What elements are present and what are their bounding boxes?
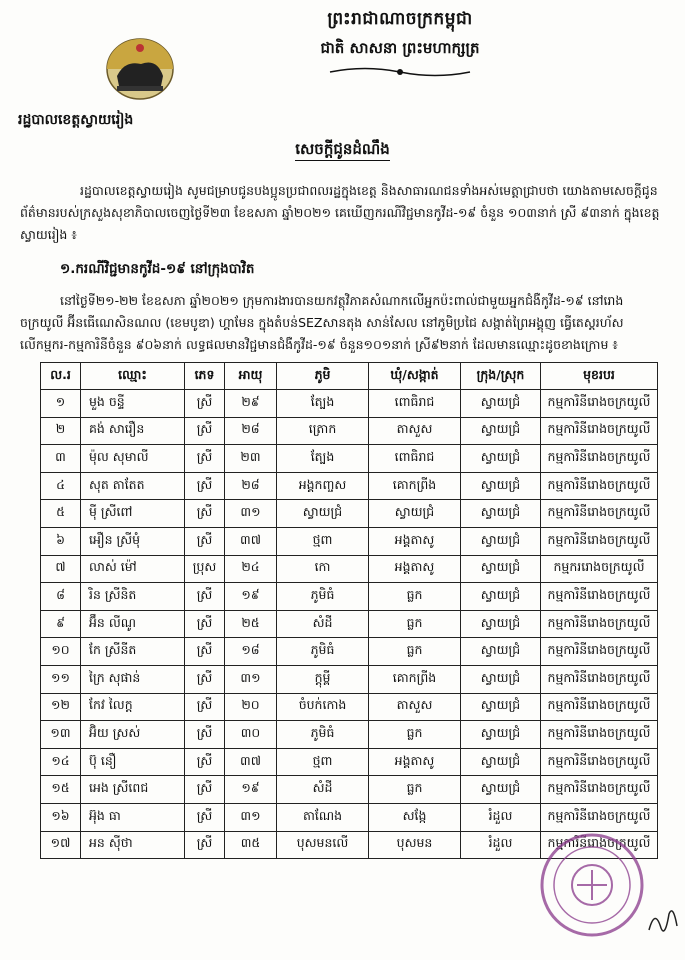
cell-occupation: កម្មការិនីរោងចក្រយូលី xyxy=(541,776,658,804)
cell-commune: បុសមន xyxy=(369,831,461,859)
table-row xyxy=(41,555,658,583)
provincial-emblem-icon xyxy=(103,36,177,102)
cell-occupation: កម្មការិនីរោងចក្រយូលី xyxy=(541,500,658,528)
cell-district: ស្វាយជ្រំ xyxy=(461,610,541,638)
header-district: ក្រុង/ស្រុក xyxy=(461,363,541,390)
cell-commune: អង្គតាសូ xyxy=(369,555,461,583)
cell-age: ១៨ xyxy=(225,638,277,666)
cell-age: ១៩ xyxy=(225,583,277,611)
cell-district: ស្វាយជ្រំ xyxy=(461,527,541,555)
cell-age: ២៨ xyxy=(225,472,277,500)
cell-sex: ស្រី xyxy=(185,665,225,693)
cell-name: គង់ សារឿន xyxy=(81,417,185,445)
cell-commune: អង្គតាសូ xyxy=(369,527,461,555)
cell-district: រំដួល xyxy=(461,831,541,859)
cell-age: ៣៥ xyxy=(225,831,277,859)
kingdom-title: ព្រះរាជាណាចក្រកម្ពុជា xyxy=(327,9,473,29)
cell-no: ៤ xyxy=(41,472,81,500)
section-paragraph: នៅថ្ងៃទី២១-២២ ខែឧសភា ឆ្នាំ២០២១ ក្រុមការងារបានយកវត្ថុវិភាគសំណាកលើអ្នកប៉ះពាល់ជាមួយអ្នកជំងឺកូវីដ-១៩ នៅរោងចក្រយូលី អ៊ីនធើណេសិនណល (ខេមបូឌា) ហ្គាមែន ក្នុងតំបន់SEZសានតុង សាន់សែល នៅភូមិប្រជៃ សង្កាត់ព្រៃអង្គុញ ធ្វើតេស្តរហ័សលើកម្មករ-កម្មការិនីចំនួន ៩០៦នាក់ លទ្ធផលមានវិជ្ជមានជំងឺកូវីដ-១៩ ចំនួន១០១នាក់ ស្រី៩២នាក់ ដែលមានឈ្មោះដូចខាងក្រោម ៖ xyxy=(20,293,624,352)
cell-village: ភូមិធំ xyxy=(277,638,369,666)
cell-name: លាស់ ម៉ៅ xyxy=(81,555,185,583)
cell-village: ស្វាយជ្រំ xyxy=(277,500,369,528)
header-age: អាយុ xyxy=(225,363,277,390)
cell-district: ស្វាយជ្រំ xyxy=(461,417,541,445)
cell-commune: ធ្លក xyxy=(369,721,461,749)
table-row xyxy=(41,472,658,500)
cell-village: ថ្មពា xyxy=(277,527,369,555)
cell-commune: ពោធិរាជ xyxy=(369,445,461,473)
document-title: សេចក្ដីជូនដំណឹង xyxy=(0,140,685,162)
cell-occupation: កម្មការិនីរោងចក្រយូលី xyxy=(541,638,658,666)
intro-paragraph: រដ្ឋបាលខេត្តស្វាយរៀង សូមជម្រាបជូនបងប្អូនប្រជាពលរដ្ឋក្នុងខេត្ត និងសាធារណជនទាំងអស់មេត្តាជ្រាបថា យោងតាមសេចក្ដីជូនព័ត៌មានរបស់ក្រសួងសុខាភិបាលចេញថ្ងៃទី២៣ ខែឧសភា ឆ្នាំ២០២១ គេឃើញករណីវិជ្ជមានកូវីដ-១៩ ចំនួន ១០៣នាក់ ស្រី ៩៣នាក់ ក្នុងខេត្តស្វាយរៀង ៖ xyxy=(20,183,660,242)
header xyxy=(200,8,600,83)
cell-commune: ធ្លក xyxy=(369,583,461,611)
cell-occupation: កម្មការិនីរោងចក្រយូលី xyxy=(541,665,658,693)
cell-no: ១៦ xyxy=(41,803,81,831)
header-occupation: មុខរបរ xyxy=(541,363,658,390)
cell-village: ភូមិធំ xyxy=(277,721,369,749)
section-heading: ១.ករណីវិជ្ជមានកូវីដ-១៩ នៅក្រុងបាវិត xyxy=(60,261,255,277)
cell-village: ត្បែង xyxy=(277,445,369,473)
cases-table xyxy=(40,362,658,859)
cell-name: កែ ស្រីនីត xyxy=(81,638,185,666)
cell-age: ២៨ xyxy=(225,417,277,445)
table-row xyxy=(41,665,658,693)
cell-district: ស្វាយជ្រំ xyxy=(461,638,541,666)
cell-village: ភូមិធំ xyxy=(277,583,369,611)
ornament-divider-icon xyxy=(325,65,475,79)
cell-occupation: កម្មការិនីរោងចក្រយូលី xyxy=(541,693,658,721)
cell-occupation: កម្មការិនីរោងចក្រយូលី xyxy=(541,472,658,500)
cell-name: អន ស៊ីថា xyxy=(81,831,185,859)
cell-commune: ធ្លក xyxy=(369,610,461,638)
cell-district: ស្វាយជ្រំ xyxy=(461,472,541,500)
cell-name: ក្រៃ សុផាន់ xyxy=(81,665,185,693)
cell-commune: ធ្លក xyxy=(369,638,461,666)
cell-name: រិន ស្រីនិត xyxy=(81,583,185,611)
table-row xyxy=(41,583,658,611)
cell-sex: ស្រី xyxy=(185,803,225,831)
header-sex: ភេទ xyxy=(185,363,225,390)
table-row xyxy=(41,500,658,528)
cell-sex: ស្រី xyxy=(185,693,225,721)
cell-sex: ស្រី xyxy=(185,417,225,445)
cell-district: ស្វាយជ្រំ xyxy=(461,500,541,528)
cell-no: ៣ xyxy=(41,445,81,473)
cell-district: ស្វាយជ្រំ xyxy=(461,555,541,583)
cell-age: ២៥ xyxy=(225,610,277,638)
cell-age: ៣១ xyxy=(225,803,277,831)
table-row xyxy=(41,776,658,804)
cell-no: ១ xyxy=(41,390,81,418)
cell-no: ៩ xyxy=(41,610,81,638)
cell-occupation: កម្មការិនីរោងចក្រយូលី xyxy=(541,803,658,831)
cell-age: ២៣ xyxy=(225,445,277,473)
cell-no: ១៥ xyxy=(41,776,81,804)
cell-age: ៣០ xyxy=(225,721,277,749)
official-stamp-icon xyxy=(537,830,647,940)
cell-occupation: កម្មការិនីរោងចក្រយូលី xyxy=(541,445,658,473)
header-no: ល.រ xyxy=(41,363,81,390)
cell-no: ៨ xyxy=(41,583,81,611)
cell-age: ២៩ xyxy=(225,390,277,418)
cell-no: ៧ xyxy=(41,555,81,583)
cell-sex: ស្រី xyxy=(185,776,225,804)
cell-sex: ស្រី xyxy=(185,445,225,473)
cell-village: សំដី xyxy=(277,610,369,638)
cell-name: សុត តាតែត xyxy=(81,472,185,500)
cell-name: អ៊ឹន លីណូ xyxy=(81,610,185,638)
cell-occupation: កម្មការិនីរោងចក្រយូលី xyxy=(541,721,658,749)
cell-village: សំដី xyxy=(277,776,369,804)
table-row xyxy=(41,390,658,418)
cell-commune: ស្វាយជ្រំ xyxy=(369,500,461,528)
cell-district: ស្វាយជ្រំ xyxy=(461,748,541,776)
cell-district: ស្វាយជ្រំ xyxy=(461,445,541,473)
table-row xyxy=(41,721,658,749)
cell-occupation: កម្មការិនីរោងចក្រយូលី xyxy=(541,610,658,638)
cell-village: ចំបក់កោង xyxy=(277,693,369,721)
cell-village: អង្គកញ្ចស xyxy=(277,472,369,500)
cell-age: ១៩ xyxy=(225,776,277,804)
cell-no: ១៣ xyxy=(41,721,81,749)
cell-sex: ស្រី xyxy=(185,527,225,555)
cell-village: តាណែង xyxy=(277,803,369,831)
table-row xyxy=(41,527,658,555)
cell-name: អេង ស្រីពេជ xyxy=(81,776,185,804)
cell-village: ត្បែង xyxy=(277,390,369,418)
cell-village: ក្ដុម្ពី xyxy=(277,665,369,693)
cell-age: ២៤ xyxy=(225,555,277,583)
cell-no: ១៧ xyxy=(41,831,81,859)
cell-district: ស្វាយជ្រំ xyxy=(461,390,541,418)
cell-sex: ស្រី xyxy=(185,583,225,611)
cell-sex: ស្រី xyxy=(185,472,225,500)
cell-sex: ស្រី xyxy=(185,610,225,638)
cell-no: ៥ xyxy=(41,500,81,528)
cell-occupation: កម្មការិនីរោងចក្រយូលី xyxy=(541,390,658,418)
cell-no: ១១ xyxy=(41,665,81,693)
cell-occupation: កម្មការិនីរោងចក្រយូលី xyxy=(541,583,658,611)
cell-name: កែវ លៃក្ដ xyxy=(81,693,185,721)
cell-village: កោ xyxy=(277,555,369,583)
cell-name: ម៉ុល សុមាលី xyxy=(81,445,185,473)
header-name: ឈ្មោះ xyxy=(81,363,185,390)
cell-district: ស្វាយជ្រំ xyxy=(461,693,541,721)
cell-village: ថ្មពា xyxy=(277,748,369,776)
table-header-row xyxy=(41,363,658,390)
header-commune: ឃុំ/សង្កាត់ xyxy=(369,363,461,390)
table-row xyxy=(41,638,658,666)
cell-name: ម៉ី ស្រីពៅ xyxy=(81,500,185,528)
cell-district: រំដួល xyxy=(461,803,541,831)
cell-no: ១០ xyxy=(41,638,81,666)
cell-district: ស្វាយជ្រំ xyxy=(461,665,541,693)
cell-name: អ៊ុង ធា xyxy=(81,803,185,831)
table-row xyxy=(41,610,658,638)
cell-age: ៣៧ xyxy=(225,748,277,776)
cell-commune: តាសួស xyxy=(369,693,461,721)
cell-occupation: កម្មការិនីរោងចក្រយូលី xyxy=(541,417,658,445)
cell-age: ៣៧ xyxy=(225,527,277,555)
cell-village: ត្រោក xyxy=(277,417,369,445)
cell-commune: គោកព្រីង xyxy=(369,665,461,693)
cell-district: ស្វាយជ្រំ xyxy=(461,721,541,749)
cell-sex: ស្រី xyxy=(185,638,225,666)
cell-commune: សង្កែ xyxy=(369,803,461,831)
signature-icon xyxy=(645,900,681,940)
cell-village: បុសមនលើ xyxy=(277,831,369,859)
table-row xyxy=(41,693,658,721)
cell-district: ស្វាយជ្រំ xyxy=(461,583,541,611)
cell-sex: ស្រី xyxy=(185,748,225,776)
cell-name: មួង ចន្ទី xyxy=(81,390,185,418)
cell-commune: ធ្លក xyxy=(369,776,461,804)
table-row xyxy=(41,803,658,831)
cell-no: ១២ xyxy=(41,693,81,721)
cell-occupation: កម្មការិនីរោងចក្រយូលី xyxy=(541,527,658,555)
cell-no: ១៤ xyxy=(41,748,81,776)
cell-commune: តាសួស xyxy=(369,417,461,445)
cell-occupation: កម្មកររោងចក្រយូលី xyxy=(541,555,658,583)
cell-commune: ពោធិរាជ xyxy=(369,390,461,418)
cell-name: ប៊ុ នឿ xyxy=(81,748,185,776)
cell-name: អឿន ស្រីមុំ xyxy=(81,527,185,555)
table-row xyxy=(41,748,658,776)
national-motto: ជាតិ សាសនា ព្រះមហាក្សត្រ xyxy=(320,39,480,57)
cell-occupation: កម្មការិនីរោងចក្រយូលី xyxy=(541,748,658,776)
cell-occupation: កម្មការិនីរោងចក្រយូលី xyxy=(541,831,658,859)
cell-sex: ស្រី xyxy=(185,390,225,418)
cell-age: ៣១ xyxy=(225,665,277,693)
cell-sex: ស្រី xyxy=(185,500,225,528)
cell-age: ២០ xyxy=(225,693,277,721)
cell-sex: ស្រី xyxy=(185,721,225,749)
cell-age: ៣១ xyxy=(225,500,277,528)
cell-commune: គោកព្រីង xyxy=(369,472,461,500)
table-row xyxy=(41,445,658,473)
cell-sex: ប្រុស xyxy=(185,555,225,583)
cell-name: អ៊ិយ ស្រស់ xyxy=(81,721,185,749)
cell-no: ៦ xyxy=(41,527,81,555)
cell-no: ២ xyxy=(41,417,81,445)
cell-sex: ស្រី xyxy=(185,831,225,859)
cell-district: ស្វាយជ្រំ xyxy=(461,776,541,804)
cell-commune: អង្គតាសូ xyxy=(369,748,461,776)
administration-name: រដ្ឋបាលខេត្តស្វាយរៀង xyxy=(18,112,134,128)
table-row xyxy=(41,417,658,445)
header-village: ភូមិ xyxy=(277,363,369,390)
